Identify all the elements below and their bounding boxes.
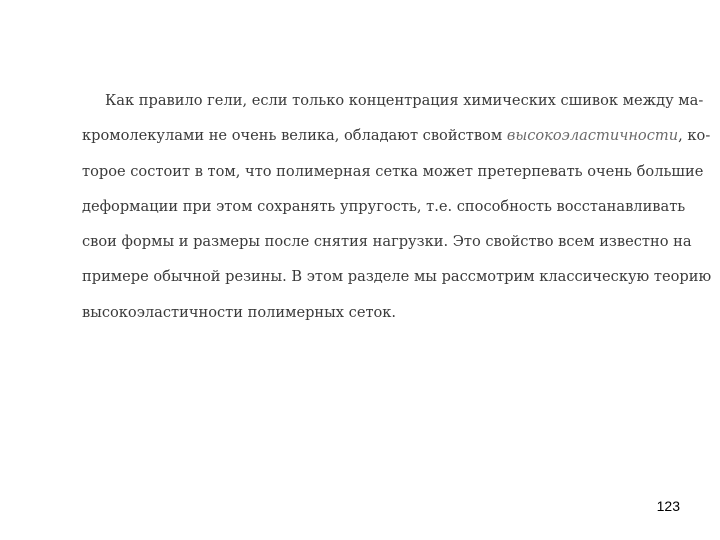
line-7-text: высокоэластичности полимерных сеток. (82, 303, 397, 321)
line-6-text: примере обычной резины. В этом разделе мы рассмотрим классическую теорию (82, 268, 712, 286)
text-line-1 (82, 86, 704, 121)
line-2-text-after: , ко- (678, 127, 711, 145)
line-3-text: торое состоит в том, что полимерная сетка может претерпевать очень большие (82, 162, 704, 180)
text-line-2 (82, 121, 711, 156)
emphasized-term: высокоэластичности (506, 127, 679, 145)
text-line-4 (82, 192, 686, 227)
page-number: 123 (656, 498, 680, 514)
line-5-text: свои формы и размеры после снятия нагрузки. Это свойство всем известно на (82, 233, 692, 251)
text-line-3 (82, 157, 704, 192)
line-1-text: Как правило гели, если только концентрация химических сшивок между ма- (105, 92, 704, 109)
text-line-5 (82, 227, 692, 262)
text-line-6 (82, 262, 712, 297)
body-paragraph (82, 86, 712, 333)
line-4-text: деформации при этом сохранять упругость, т.е. способность восстанавливать (82, 197, 686, 215)
line-2-text: кромолекулами не очень велика, обладают свойством (82, 127, 507, 145)
text-line-7 (82, 298, 670, 333)
